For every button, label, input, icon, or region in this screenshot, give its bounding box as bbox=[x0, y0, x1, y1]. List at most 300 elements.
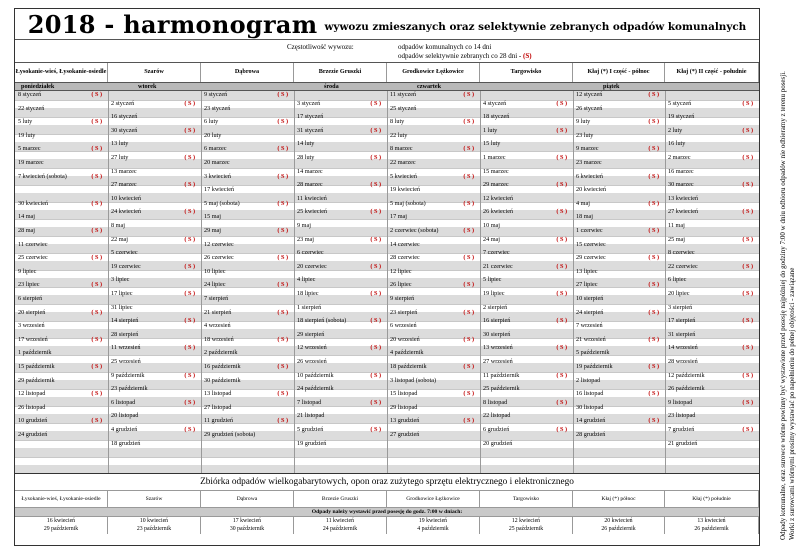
selective-flag: ( S ) bbox=[648, 335, 659, 343]
date-text: 20 kwiecień bbox=[576, 186, 607, 194]
bulky-header: Łysokanie-wieś, Łysokanie-osiedle bbox=[15, 491, 108, 507]
date-cell bbox=[576, 254, 662, 263]
date-cell bbox=[483, 304, 570, 313]
date-text: 7 grudzień bbox=[668, 425, 695, 433]
date-text: 28 luty bbox=[297, 153, 315, 161]
date-cell bbox=[390, 349, 477, 358]
date-cell bbox=[668, 304, 756, 313]
date-cell bbox=[668, 127, 756, 136]
date-text: 2 sierpień bbox=[483, 303, 508, 311]
selective-flag: ( S ) bbox=[648, 281, 659, 289]
date-cell bbox=[668, 249, 756, 258]
date-cell bbox=[18, 295, 105, 304]
date-text: 17 wrzesień bbox=[18, 335, 48, 343]
date-cell bbox=[483, 236, 570, 245]
date-cell bbox=[483, 208, 570, 217]
column-divider bbox=[294, 91, 295, 473]
selective-flag: ( S ) bbox=[556, 371, 567, 379]
date-text: 1 sierpień bbox=[297, 303, 322, 311]
date-text: 5 maj (sobota) bbox=[390, 199, 426, 207]
date-cell bbox=[668, 385, 756, 394]
date-cell bbox=[18, 132, 105, 141]
date-cell bbox=[18, 254, 105, 263]
date-text: 13 listopad bbox=[204, 390, 232, 398]
date-cell bbox=[390, 431, 477, 440]
selective-flag: ( S ) bbox=[463, 363, 474, 370]
selective-flag: ( S ) bbox=[648, 145, 659, 153]
date-cell bbox=[297, 195, 384, 204]
weekday-label: poniedziałek bbox=[21, 83, 55, 90]
date-cell bbox=[297, 113, 384, 122]
selective-flag: ( S ) bbox=[91, 281, 102, 289]
date-text: 17 styczeń bbox=[297, 113, 324, 121]
bulky-header: Szarów bbox=[108, 491, 201, 507]
date-cell bbox=[576, 431, 662, 440]
date-text: 27 marzec bbox=[111, 181, 137, 189]
date-cell bbox=[18, 322, 105, 331]
selective-flag: ( S ) bbox=[463, 390, 474, 398]
date-text: 21 wrzesień bbox=[576, 335, 606, 343]
date-text: 24 kwiecień bbox=[111, 208, 142, 216]
date-text: 5 styczeń bbox=[668, 99, 692, 107]
date-text: 5 grudzień bbox=[297, 425, 324, 433]
date-text: 5 marzec bbox=[18, 145, 41, 153]
date-cell bbox=[576, 417, 662, 426]
date-cell bbox=[668, 358, 756, 367]
date-cell bbox=[204, 213, 291, 222]
date-text: 12 czerwiec bbox=[204, 240, 234, 248]
selective-flag: ( S ) bbox=[742, 344, 753, 352]
selective-flag: ( S ) bbox=[556, 99, 567, 107]
date-cell bbox=[297, 317, 384, 326]
date-cell bbox=[297, 127, 384, 136]
date-cell bbox=[18, 105, 105, 114]
date-text: 21 czerwiec bbox=[483, 262, 513, 270]
date-cell bbox=[111, 344, 198, 353]
date-cell bbox=[390, 186, 477, 195]
selective-flag: ( S ) bbox=[91, 91, 102, 98]
date-text: 27 lipiec bbox=[576, 281, 598, 289]
date-cell bbox=[18, 363, 105, 372]
date-text: 18 maj bbox=[576, 213, 594, 221]
date-text: 19 luty bbox=[18, 131, 36, 139]
selective-flag: ( S ) bbox=[184, 181, 195, 189]
date-text: 9 maj bbox=[297, 221, 311, 229]
date-cell bbox=[390, 295, 477, 304]
date-cell bbox=[668, 181, 756, 190]
date-cell bbox=[483, 168, 570, 177]
date-text: 11 kwiecień bbox=[297, 194, 327, 202]
date-text: 13 grudzień bbox=[390, 417, 420, 425]
frequency-line-selective-text: odpadów selektywnie zebranych co 28 dni - bbox=[398, 52, 522, 60]
date-cell bbox=[390, 213, 477, 222]
date-text: 17 lipiec bbox=[111, 289, 133, 297]
selective-flag: ( S ) bbox=[370, 425, 381, 433]
date-cell bbox=[111, 317, 198, 326]
bulky-header: Targowisko bbox=[480, 491, 573, 507]
date-text: 25 październik bbox=[483, 385, 520, 393]
selective-flag: ( S ) bbox=[648, 417, 659, 425]
date-text: 2 czerwiec (sobota) bbox=[390, 227, 439, 234]
date-text: 16 luty bbox=[668, 140, 686, 148]
column-header: Szarów bbox=[108, 63, 201, 82]
date-cell bbox=[204, 404, 291, 413]
date-text: 17 kwiecień bbox=[204, 186, 235, 194]
date-text: 28 czerwiec bbox=[390, 254, 420, 262]
date-cell bbox=[297, 412, 384, 421]
date-cell bbox=[576, 173, 662, 182]
date-text: 15 listopad bbox=[390, 390, 418, 398]
bulky-dates bbox=[15, 517, 759, 534]
date-cell bbox=[204, 186, 291, 195]
date-cell bbox=[297, 276, 384, 285]
date-cell bbox=[576, 349, 662, 358]
date-text: 9 sierpień bbox=[390, 295, 415, 302]
date-text: 20 marzec bbox=[204, 159, 230, 166]
date-cell bbox=[111, 222, 198, 231]
date-cell bbox=[668, 331, 756, 340]
date-cell bbox=[576, 200, 662, 209]
selective-flag: ( S ) bbox=[370, 235, 381, 243]
date-cell bbox=[668, 372, 756, 381]
selective-flag: ( S ) bbox=[742, 371, 753, 379]
date-cell bbox=[668, 412, 756, 421]
bulky-date: 13 kwiecień bbox=[697, 518, 726, 524]
date-cell bbox=[668, 113, 756, 122]
date-cell bbox=[668, 208, 756, 217]
date-text: 14 marzec bbox=[297, 167, 323, 175]
selective-flag: ( S ) bbox=[184, 126, 195, 134]
date-text: 29 grudzień (sobota) bbox=[204, 431, 256, 438]
weekday-label: piątek bbox=[603, 83, 620, 90]
column-header: Grodkowice Łężkowice bbox=[387, 63, 480, 82]
date-cell bbox=[483, 249, 570, 258]
date-text: 11 styczeń bbox=[390, 91, 417, 98]
selective-flag: ( S ) bbox=[556, 425, 567, 433]
date-cell bbox=[483, 317, 570, 326]
selective-flag: ( S ) bbox=[370, 289, 381, 297]
weekday-headers bbox=[15, 83, 759, 91]
date-cell bbox=[297, 344, 384, 353]
bulky-headers bbox=[15, 491, 759, 508]
selective-flag: ( S ) bbox=[648, 91, 659, 98]
date-cell bbox=[390, 404, 477, 413]
date-text: 12 kwiecień bbox=[483, 194, 514, 202]
date-text: 26 wrzesień bbox=[297, 357, 327, 365]
date-text: 26 styczeń bbox=[576, 104, 603, 112]
date-cell bbox=[576, 118, 662, 127]
date-text: 6 czerwiec bbox=[297, 249, 324, 257]
selective-flag: ( S ) bbox=[184, 371, 195, 379]
date-cell bbox=[18, 281, 105, 290]
date-text: 19 styczeń bbox=[668, 113, 695, 121]
selective-flag: ( S ) bbox=[277, 199, 288, 207]
date-cell bbox=[483, 100, 570, 109]
date-text: 8 styczeń bbox=[18, 91, 42, 98]
bulky-date: 24 październik bbox=[322, 526, 358, 533]
date-cell bbox=[576, 91, 662, 100]
date-cell bbox=[483, 154, 570, 163]
column-header: Dąbrowa bbox=[201, 63, 294, 82]
date-cell bbox=[297, 181, 384, 190]
date-text: 10 październik bbox=[297, 371, 334, 379]
selective-flag: ( S ) bbox=[91, 145, 102, 153]
selective-flag: ( S ) bbox=[370, 371, 381, 379]
date-text: 8 maj bbox=[111, 221, 125, 229]
date-text: 27 wrzesień bbox=[483, 357, 513, 365]
date-text: 6 sierpień bbox=[18, 295, 43, 302]
weekday-label: środa bbox=[324, 83, 339, 90]
frequency-label: Częstotliwość wywozu: bbox=[287, 43, 354, 51]
selective-flag: ( S ) bbox=[277, 363, 288, 370]
selective-flag: ( S ) bbox=[370, 317, 381, 325]
date-text: 18 październik bbox=[390, 363, 427, 370]
date-cell bbox=[297, 263, 384, 272]
column-divider bbox=[480, 91, 481, 473]
date-cell bbox=[111, 249, 198, 258]
date-text: 20 listopad bbox=[111, 412, 139, 420]
date-text: 6 lipiec bbox=[668, 276, 687, 284]
date-text: 14 grudzień bbox=[576, 417, 606, 425]
selective-flag: ( S ) bbox=[91, 308, 102, 316]
date-text: 12 listopad bbox=[18, 390, 46, 398]
selective-flag: ( S ) bbox=[184, 262, 195, 270]
date-cell bbox=[390, 417, 477, 426]
column-header: Brzezie Gruszki bbox=[294, 63, 387, 82]
date-text: 6 luty bbox=[204, 118, 219, 126]
date-text: 9 styczeń bbox=[204, 91, 228, 98]
selective-flag: ( S ) bbox=[184, 317, 195, 325]
date-cell bbox=[111, 195, 198, 204]
date-text: 22 styczeń bbox=[18, 104, 45, 112]
date-text: 18 styczeń bbox=[483, 113, 510, 121]
selective-flag: ( S ) bbox=[463, 227, 474, 234]
date-cell bbox=[18, 404, 105, 413]
date-cell bbox=[390, 132, 477, 141]
date-cell bbox=[483, 276, 570, 285]
date-cell bbox=[111, 236, 198, 245]
bulky-date: 29 październik bbox=[43, 526, 79, 533]
date-text: 2 październik bbox=[204, 349, 238, 357]
date-text: 7 sierpień bbox=[204, 295, 229, 302]
date-text: 9 listopad bbox=[668, 398, 693, 406]
date-cell bbox=[390, 105, 477, 114]
selective-flag: ( S ) bbox=[91, 199, 102, 207]
date-text: 31 styczeń bbox=[297, 126, 324, 134]
date-text: 25 czerwiec bbox=[18, 254, 48, 262]
date-cell bbox=[204, 132, 291, 141]
date-text: 24 październik bbox=[297, 385, 334, 393]
date-cell bbox=[390, 377, 477, 386]
date-text: 27 listopad bbox=[204, 403, 232, 411]
date-text: 30 styczeń bbox=[111, 126, 138, 134]
date-cell bbox=[18, 309, 105, 318]
date-cell bbox=[390, 390, 477, 399]
date-cell bbox=[111, 304, 198, 313]
date-cell bbox=[390, 309, 477, 318]
selective-flag: ( S ) bbox=[742, 317, 753, 325]
date-cell bbox=[111, 426, 198, 435]
date-text: 7 listopad bbox=[297, 398, 322, 406]
date-text: 1 październik bbox=[18, 349, 52, 357]
bulky-header: Kłaj (*) północ bbox=[573, 491, 665, 507]
date-text: 22 maj bbox=[111, 235, 129, 243]
selective-flag: ( S ) bbox=[556, 344, 567, 352]
date-cell bbox=[483, 127, 570, 136]
date-cell bbox=[204, 268, 291, 277]
date-cell bbox=[668, 168, 756, 177]
date-cell bbox=[111, 208, 198, 217]
date-cell bbox=[204, 295, 291, 304]
date-text: 16 listopad bbox=[576, 390, 604, 398]
date-text: 20 wrzesień bbox=[390, 335, 420, 343]
column-header: Kłaj (*) II część - południe bbox=[665, 63, 759, 82]
date-text: 25 maj bbox=[668, 235, 686, 243]
selective-flag: ( S ) bbox=[277, 308, 288, 316]
date-cell bbox=[390, 336, 477, 345]
date-text: 11 wrzesień bbox=[111, 344, 141, 352]
date-text: 12 wrzesień bbox=[297, 344, 327, 352]
bulky-date-pair bbox=[108, 517, 201, 534]
date-cell bbox=[390, 227, 477, 236]
selective-flag: ( S ) bbox=[184, 344, 195, 352]
date-text: 20 lipiec bbox=[668, 289, 690, 297]
date-cell bbox=[483, 344, 570, 353]
date-text: 16 październik bbox=[204, 363, 241, 370]
date-cell bbox=[576, 145, 662, 154]
date-cell bbox=[483, 358, 570, 367]
date-text: 5 kwiecień bbox=[390, 172, 417, 180]
date-cell bbox=[483, 140, 570, 149]
selective-flag: ( S ) bbox=[648, 172, 659, 180]
date-cell bbox=[111, 358, 198, 367]
date-text: 16 sierpień bbox=[483, 317, 511, 325]
date-text: 23 sierpień bbox=[390, 308, 418, 316]
date-cell bbox=[576, 159, 662, 168]
date-text: 26 październik bbox=[668, 385, 705, 393]
selective-flag: ( S ) bbox=[370, 398, 381, 406]
selective-flag: ( S ) bbox=[742, 208, 753, 216]
date-text: 25 kwiecień bbox=[297, 208, 328, 216]
date-text: 3 lipiec bbox=[111, 276, 130, 284]
date-cell bbox=[297, 236, 384, 245]
date-cell bbox=[18, 349, 105, 358]
date-cell bbox=[668, 195, 756, 204]
date-text: 20 luty bbox=[204, 131, 222, 139]
bulky-date: 4 październik bbox=[417, 526, 449, 533]
date-text: 6 kwiecień bbox=[576, 172, 603, 180]
date-text: 21 listopad bbox=[297, 412, 325, 420]
date-cell bbox=[483, 222, 570, 231]
date-cell bbox=[18, 118, 105, 127]
selective-flag: ( S ) bbox=[184, 153, 195, 161]
date-text: 31 sierpień bbox=[668, 330, 696, 338]
column-divider bbox=[573, 91, 574, 473]
selective-flag: ( S ) bbox=[91, 363, 102, 370]
date-cell bbox=[297, 385, 384, 394]
selective-flag: ( S ) bbox=[370, 208, 381, 216]
selective-flag: ( S ) bbox=[742, 425, 753, 433]
selective-flag: ( S ) bbox=[556, 181, 567, 189]
selective-flag: ( S ) bbox=[648, 363, 659, 370]
date-cell bbox=[390, 91, 477, 100]
date-cell bbox=[18, 336, 105, 345]
date-text: 5 lipiec bbox=[483, 276, 502, 284]
date-text: 18 lipiec bbox=[297, 289, 319, 297]
selective-flag: ( S ) bbox=[463, 118, 474, 126]
date-cell bbox=[297, 208, 384, 217]
date-cell bbox=[18, 431, 105, 440]
date-cell bbox=[576, 390, 662, 399]
selective-flag: ( S ) bbox=[463, 172, 474, 180]
bulky-date-pair bbox=[15, 517, 108, 534]
column-headers bbox=[15, 63, 759, 83]
selective-flag: ( S ) bbox=[91, 254, 102, 262]
date-cell bbox=[18, 390, 105, 399]
bulky-date: 19 kwiecień bbox=[418, 518, 448, 524]
date-text: 16 styczeń bbox=[111, 113, 138, 121]
date-text: 13 luty bbox=[111, 140, 129, 148]
column-divider bbox=[387, 91, 388, 473]
date-text: 23 październik bbox=[111, 385, 148, 393]
date-cell bbox=[18, 213, 105, 222]
date-text: 15 maj bbox=[204, 213, 222, 221]
date-text: 8 luty bbox=[390, 118, 405, 126]
side-note bbox=[765, 60, 796, 540]
selective-flag: ( S ) bbox=[277, 281, 288, 289]
selective-flag: ( S ) bbox=[463, 417, 474, 425]
date-text: 2 listopad bbox=[576, 376, 601, 384]
date-cell bbox=[390, 173, 477, 182]
bulky-collection-title: Zbiórka odpadów wielkogabarytowych, opon oraz zużytego sprzętu elektrycznego i elektronicznego bbox=[15, 473, 759, 491]
selective-flag: ( S ) bbox=[742, 181, 753, 189]
selective-flag: ( S ) bbox=[91, 118, 102, 126]
date-text: 1 czerwiec bbox=[576, 227, 603, 234]
date-text: 24 sierpień bbox=[576, 308, 604, 316]
date-text: 28 maj bbox=[18, 227, 36, 234]
date-cell bbox=[18, 159, 105, 168]
column-header: Łysokanie-wieś, Łysokanie-osiedle bbox=[15, 63, 108, 82]
selective-flag: ( S ) bbox=[648, 254, 659, 262]
selective-flag: ( S ) bbox=[556, 398, 567, 406]
date-cell bbox=[111, 263, 198, 272]
date-text: 16 marzec bbox=[668, 167, 694, 175]
date-text: 20 czerwiec bbox=[297, 262, 327, 270]
side-note-text: Odpady komunalne, oraz surowce wtórne powinny być wystawione przed posesję najpóźniej do godziny 7:00 w dniu odbioru odpadów nie odbieramy z terenu posesji. Worki z surowcami wtórnymi prosimy wystawiać po napełnieniu do pełnej objętości - zawiązane bbox=[779, 71, 796, 540]
date-text: 8 czerwiec bbox=[668, 249, 695, 257]
date-cell bbox=[576, 213, 662, 222]
selective-flag: ( S ) bbox=[556, 235, 567, 243]
date-text: 26 lipiec bbox=[390, 281, 412, 289]
date-cell bbox=[483, 440, 570, 449]
date-text: 7 wrzesień bbox=[576, 322, 603, 330]
date-cell bbox=[204, 417, 291, 426]
selective-flag: ( S ) bbox=[277, 335, 288, 343]
selective-flag: ( S ) bbox=[648, 227, 659, 234]
date-cell bbox=[204, 281, 291, 290]
date-cell bbox=[483, 181, 570, 190]
bulky-header: Kłaj (*) południe bbox=[665, 491, 759, 507]
date-cell bbox=[668, 344, 756, 353]
selective-flag: ( S ) bbox=[370, 126, 381, 134]
weekday-label bbox=[665, 83, 759, 90]
selective-flag: ( S ) bbox=[91, 417, 102, 425]
selective-flag: ( S ) bbox=[184, 289, 195, 297]
date-text: 15 czerwiec bbox=[576, 240, 606, 248]
date-text: 22 czerwiec bbox=[668, 262, 698, 270]
selective-flag: ( S ) bbox=[277, 145, 288, 153]
date-text: 19 czerwiec bbox=[111, 262, 141, 270]
